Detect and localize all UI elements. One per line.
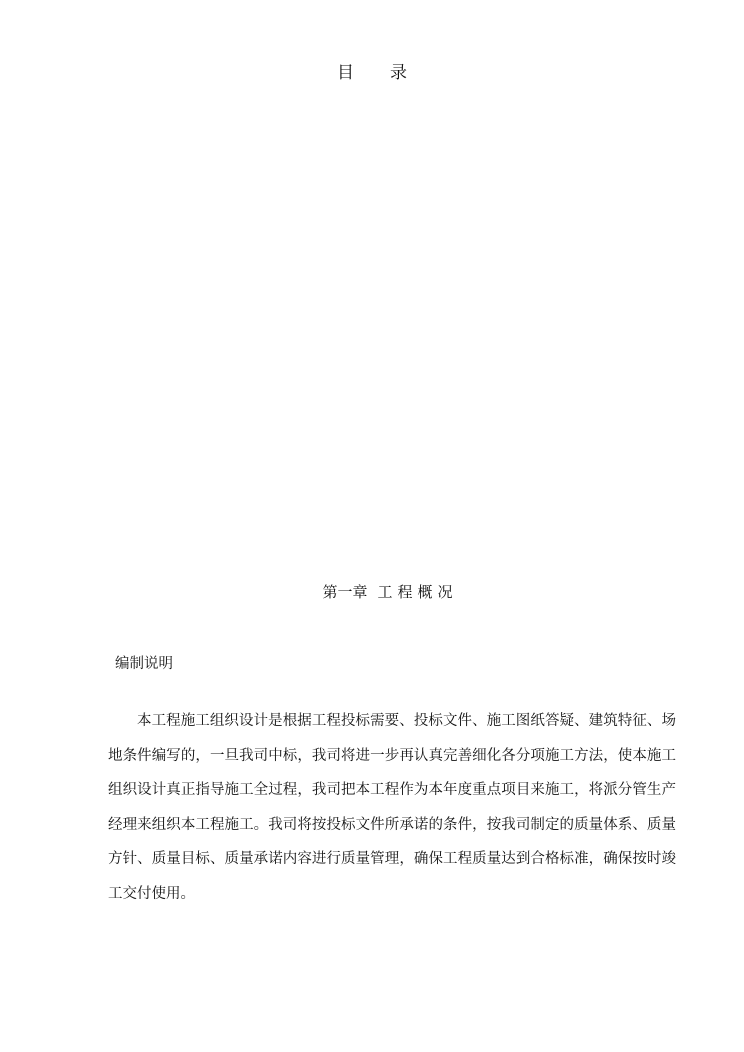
- body-paragraph: 本工程施工组织设计是根据工程投标需要、投标文件、施工图纸答疑、建筑特征、场地条件编写的，一旦我司中标，我司将进一步再认真完善细化各分项施工方法，使本施工组织设计真正指导施工全过程，我司把本工程作为本年度重点项目来施工，将派分管生产经理来组织本工程施工。我司将按投标文件所承诺的条件，按我司制定的质量体系、质量方针、质量目标、质量承诺内容进行质量管理，确保工程质量达到合格标准，确保按时竣工交付使用。: [108, 713, 676, 902]
- chapter-name: 工程概况: [377, 583, 458, 601]
- section-heading: 编制说明: [115, 656, 173, 672]
- toc-title: 目录: [337, 63, 443, 83]
- chapter-title: [0, 580, 744, 604]
- chapter-number: 第一章: [322, 583, 368, 601]
